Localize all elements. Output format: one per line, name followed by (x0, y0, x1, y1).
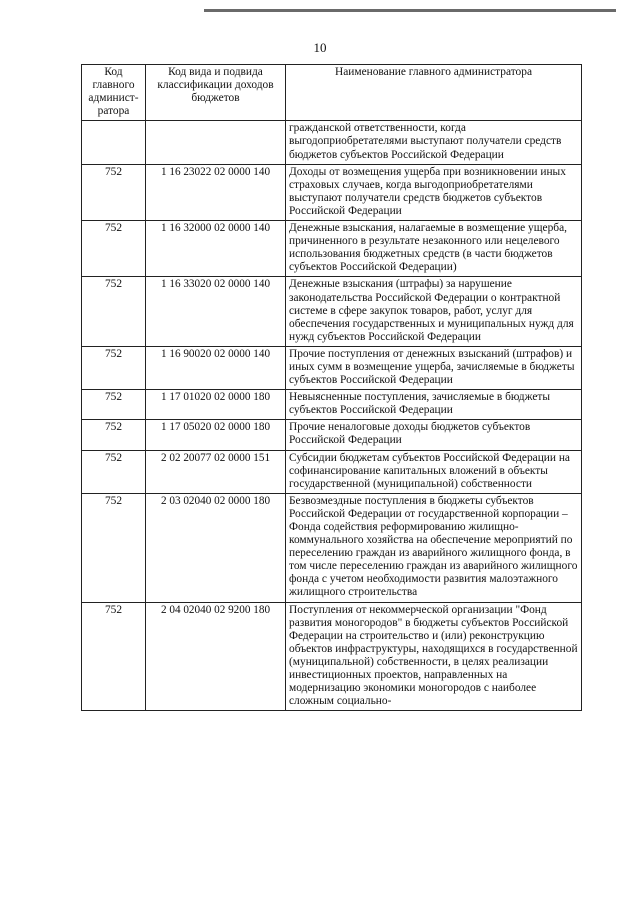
table-row (82, 420, 582, 450)
table-row (82, 164, 582, 220)
table-row (82, 277, 582, 346)
page-number: 10 (313, 40, 327, 55)
admin-code-cell: 752 (82, 221, 146, 277)
header-kbk-code: Код вида и подвида классификации доходов бюджетов (146, 65, 286, 121)
admin-name-cell: Прочие неналоговые доходы бюджетов субъектов Российской Федерации (286, 420, 582, 450)
admin-name-cell: Безвозмездные поступления в бюджеты субъектов Российской Федерации от государственной корпорации – Фонда содействия реформированию жилищно-коммунального хозяйства на обеспечение мероприятий по переселению граждан из аварийного жилищного фонда, в том числе переселению граждан из аварийного жилищного фонда с учетом необходимости развития малоэтажного жилищного строительства (286, 493, 582, 602)
admin-name-cell: Поступления от некоммерческой организации "Фонд развития моногородов" в бюджеты субъектов Российской Федерации на строительство и (или) реконструкцию объектов инфраструктуры, находящихся в государственной (муниципальной) собственности, в целях реализации инвестиционных проектов, направленных на модернизацию экономики моногородов с наиболее сложным социально- (286, 602, 582, 711)
admin-code-cell: 752 (82, 346, 146, 389)
kbk-code-cell: 1 16 33020 02 0000 140 (146, 277, 286, 346)
kbk-code-cell: 1 16 90020 02 0000 140 (146, 346, 286, 389)
kbk-code-cell (146, 121, 286, 164)
admin-name-cell: Денежные взыскания (штрафы) за нарушение законодательства Российской Федерации о контрактной системе в сфере закупок товаров, работ, услуг для обеспечения государственных и муниципальных нужд для нужд субъектов Российской Федерации (286, 277, 582, 346)
table-header-row (82, 65, 582, 121)
admin-name-cell: гражданской ответственности, когда выгодоприобретателями выступают получатели средств бюджетов субъектов Российской Федерации (286, 121, 582, 164)
table-row (82, 121, 582, 164)
table-row (82, 493, 582, 602)
kbk-code-cell: 1 17 01020 02 0000 180 (146, 390, 286, 420)
kbk-code-cell: 1 17 05020 02 0000 180 (146, 420, 286, 450)
admin-code-cell: 752 (82, 390, 146, 420)
admin-name-cell: Доходы от возмещения ущерба при возникновении иных страховых случаев, когда выгодоприобретателями выступают получатели средств бюджетов субъектов Российской Федерации (286, 164, 582, 220)
revenue-classification-table (81, 64, 582, 711)
admin-code-cell: 752 (82, 164, 146, 220)
admin-name-cell: Денежные взыскания, налагаемые в возмещение ущерба, причиненного в результате незаконного или нецелевого использования бюджетных средств (в части бюджетов субъектов Российской Федерации) (286, 221, 582, 277)
admin-name-cell: Прочие поступления от денежных взысканий (штрафов) и иных сумм в возмещение ущерба, зачисляемые в бюджеты субъектов Российской Федерации (286, 346, 582, 389)
admin-code-cell (82, 121, 146, 164)
kbk-code-cell: 2 04 02040 02 9200 180 (146, 602, 286, 711)
header-admin-name: Наименование главного администратора (286, 65, 582, 121)
admin-code-cell: 752 (82, 420, 146, 450)
kbk-code-cell: 1 16 32000 02 0000 140 (146, 221, 286, 277)
header-admin-code: Код главного админист-ратора (82, 65, 146, 121)
admin-name-cell: Невыясненные поступления, зачисляемые в бюджеты субъектов Российской Федерации (286, 390, 582, 420)
table-row (82, 346, 582, 389)
table-row (82, 221, 582, 277)
admin-code-cell: 752 (82, 493, 146, 602)
kbk-code-cell: 2 02 20077 02 0000 151 (146, 450, 286, 493)
admin-code-cell: 752 (82, 450, 146, 493)
table-row (82, 602, 582, 711)
kbk-code-cell: 2 03 02040 02 0000 180 (146, 493, 286, 602)
table-row (82, 450, 582, 493)
table-row (82, 390, 582, 420)
top-rule (204, 9, 616, 12)
admin-name-cell: Субсидии бюджетам субъектов Российской Федерации на софинансирование капитальных вложений в объекты государственной (муниципальной) собственности (286, 450, 582, 493)
admin-code-cell: 752 (82, 602, 146, 711)
admin-code-cell: 752 (82, 277, 146, 346)
kbk-code-cell: 1 16 23022 02 0000 140 (146, 164, 286, 220)
